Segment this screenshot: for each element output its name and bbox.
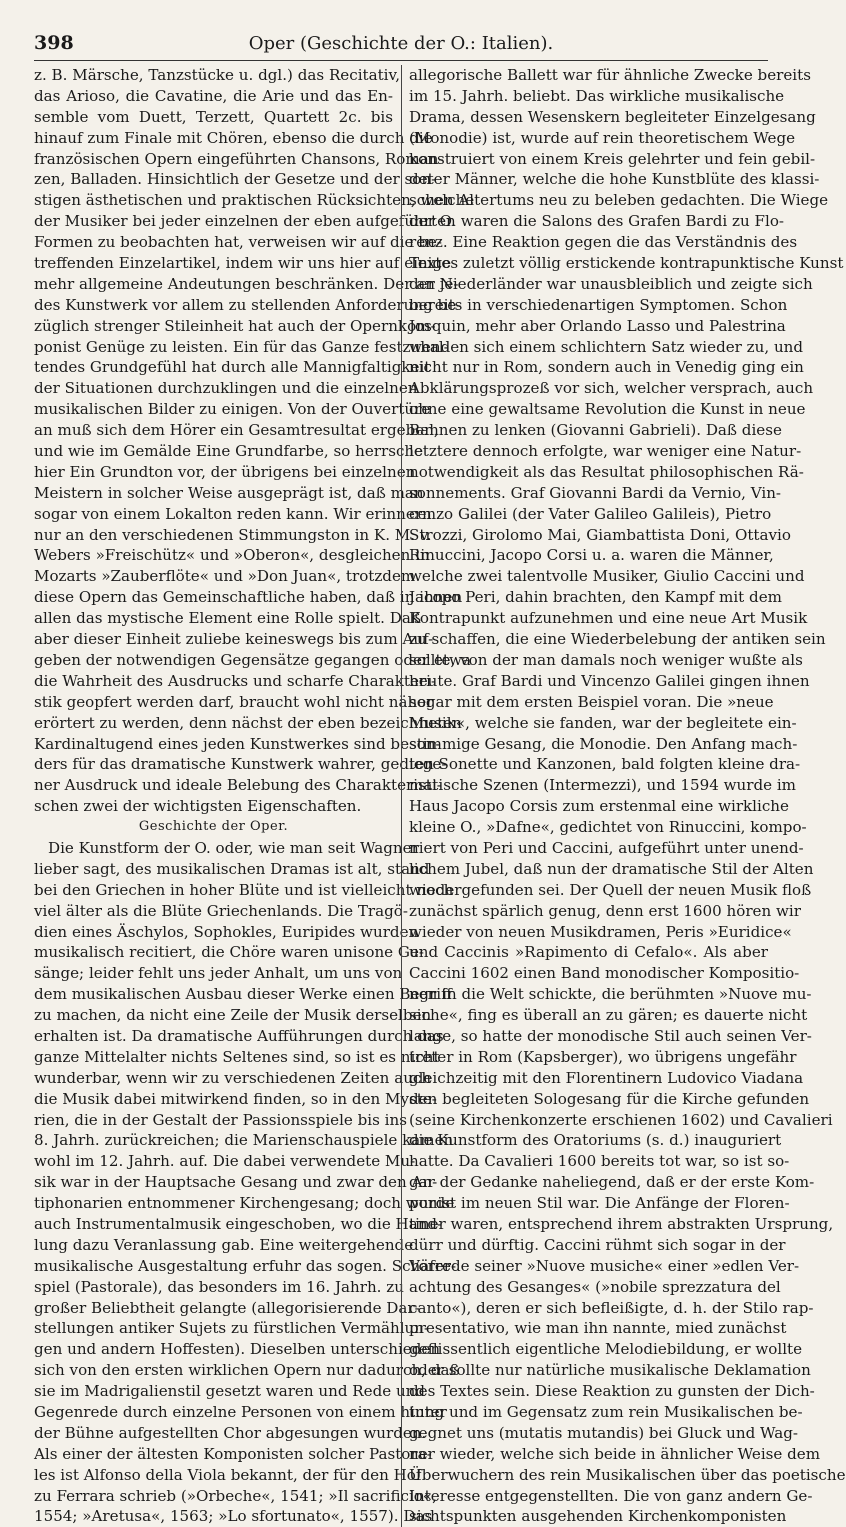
text-columns: [34, 65, 846, 1527]
text-line: sik war in der Hauptsache Gesang und zwar den An-: [34, 1173, 438, 1192]
text-line: Bahnen zu lenken (Giovanni Gabrieli). Daß diese: [409, 421, 782, 440]
text-line: Textes zuletzt völlig erstickende kontrapunktische Kunst: [409, 254, 844, 273]
text-line: (seine Kirchenkonzerte erschienen 1602) und Cavalieri: [409, 1110, 833, 1129]
text-line: treffenden Einzelartikel, indem wir uns hier auf einige: [34, 254, 452, 273]
text-line: Überwuchern des rein Musikalischen über das poetische: [409, 1465, 846, 1484]
page-header: [34, 30, 768, 61]
text-line: deter Männer, welche die hohe Kunstblüte des klassi-: [409, 170, 820, 189]
text-line: mehr allgemeine Andeutungen beschränken. Der an je-: [34, 274, 459, 293]
text-line: 8. Jahrh. zurückreichen; die Marienschauspiele kamen: [34, 1131, 454, 1150]
text-line: Musik«, welche sie fanden, war der begleitete ein-: [409, 713, 797, 732]
text-line: tiner waren, entsprechend ihrem abstrakten Ursprung,: [409, 1214, 834, 1233]
text-line: aber dieser Einheit zuliebe keineswegs bis zum Auf-: [34, 630, 434, 649]
text-line: wieder von neuen Musikdramen, Peris »Euridice«: [409, 922, 792, 941]
text-line: nicht nur in Rom, sondern auch in Venedig ging ein: [409, 358, 804, 377]
text-line: und wie im Gemälde Eine Grundfarbe, so herrsche: [34, 442, 424, 461]
text-line: stimmige Gesang, die Monodie. Den Anfang mach-: [409, 734, 798, 753]
text-line: 1554; »Aretusa«, 1563; »Lo sfortunato«, 1557). Das: [34, 1507, 433, 1526]
text-line: niert von Peri und Caccini, aufgeführt unter unend-: [409, 838, 804, 857]
text-line: presentativo, wie man ihn nannte, mied zunächst: [409, 1319, 787, 1338]
text-line: zu machen, da nicht eine Zeile der Musik derselben: [34, 1006, 432, 1025]
text-line: französischen Opern eingeführten Chansons, Roman-: [34, 149, 444, 168]
text-line: (Monodie) ist, wurde auf rein theoretischem Wege: [409, 128, 796, 147]
text-line: der Situationen durchzuklingen und die einzelnen: [34, 379, 418, 398]
text-line: erhalten ist. Da dramatische Aufführungen durch das: [34, 1026, 444, 1045]
text-line: sonnements. Graf Giovanni Bardi da Vernio, Vin-: [409, 483, 782, 502]
text-line: notwendigkeit als das Resultat philosophischen Rä-: [409, 462, 804, 481]
text-line: lichem Jubel, daß nun der dramatische Stil der Alten: [409, 859, 814, 878]
text-line: spiel (Pastorale), das besonders im 16. Jahrh. zu: [34, 1277, 404, 1296]
text-line: ponist Genüge zu leisten. Ein für das Ganze festzuhal-: [34, 337, 449, 356]
text-line: konstruiert von einem Kreis gelehrter und fein gebil-: [409, 149, 816, 168]
text-line: wiedergefunden sei. Der Quell der neuen Musik floß: [409, 880, 812, 899]
text-line: lung dazu Veranlassung gab. Eine weitergehende: [34, 1235, 414, 1254]
text-line: hier Ein Grundton vor, der übrigens bei einzelnen: [34, 462, 416, 481]
text-line: canto«), deren er sich befleißigte, d. h. der Stilo rap-: [409, 1298, 814, 1317]
text-line: sie im Madrigalienstil gesetzt waren und Rede und: [34, 1382, 426, 1401]
text-line: Mozarts »Zauberflöte« und »Don Juan«, trotzdem: [34, 567, 416, 586]
text-line: sogar von einem Lokalton reden kann. Wir erinnern: [34, 504, 432, 523]
text-line: Jacopo Peri, dahin brachten, den Kampf mit dem: [409, 588, 782, 607]
text-line: nur an den verschiedenen Stimmungston in K. M. v.: [34, 525, 432, 544]
text-line: des Textes sein. Diese Reaktion zu gunsten der Dich-: [409, 1382, 815, 1401]
text-line: ner Ausdruck und ideale Belebung des Charakteristi-: [34, 776, 442, 795]
text-line: treter in Rom (Kapsberger), wo übrigens ungefähr: [409, 1047, 797, 1066]
text-line: siche«, fing es überall an zu gären; es dauerte nicht: [409, 1006, 808, 1025]
text-line: Gegenrede durch einzelne Personen von einem hinter: [34, 1403, 447, 1421]
text-line: züglich strenger Stileinheit hat auch der Opernkom-: [34, 316, 436, 335]
text-line: allegorische Ballett war für ähnliche Zwecke bereits: [409, 66, 811, 84]
text-line: diese Opern das Gemeinschaftliche haben, daß in ihnen: [34, 588, 463, 607]
left-column: [34, 65, 475, 1527]
text-line: musikalischen Bilder zu einigen. Von der Ouvertüre: [34, 400, 431, 419]
text-line: der Musiker bei jeder einzelnen der eben aufgeführten: [34, 212, 456, 231]
text-line: ponist im neuen Stil war. Die Anfänge der Floren-: [409, 1194, 790, 1213]
text-line: sich von den ersten wirklichen Opern nur dadurch, daß: [34, 1361, 460, 1380]
text-line: Drama, dessen Wesenskern begleiteter Einzelgesang: [409, 107, 816, 126]
text-line: geflissentlich eigentliche Melodiebildung, er wollte: [409, 1340, 803, 1359]
text-line: gleichzeitig mit den Florentinern Ludovico Viadana: [409, 1068, 804, 1087]
text-line: ders für das dramatische Kunstwerk wahrer, gediege-: [34, 755, 447, 774]
text-line: schen Altertums neu zu beleben gedachten. Die Wiege: [409, 191, 829, 210]
text-line: Josquin, mehr aber Orlando Lasso und Palestrina: [409, 316, 786, 335]
text-line: stik geopfert werden darf, braucht wohl nicht näher: [34, 692, 434, 711]
text-line: rien, die in der Gestalt der Passionsspiele bis ins: [34, 1110, 407, 1129]
text-line: Vorrede seiner »Nuove musiche« einer »edlen Ver-: [409, 1256, 800, 1275]
text-line: wenden sich einem schlichtern Satz wieder zu, und: [409, 337, 804, 356]
text-line: der Niederländer war unausbleiblich und zeigte sich: [409, 274, 813, 293]
text-line: ten Sonette und Kanzonen, bald folgten kleine dra-: [409, 755, 801, 774]
text-line: der Bühne aufgestellten Chor abgesungen wurden.: [34, 1423, 427, 1442]
text-line: dien eines Äschylos, Sophokles, Euripides wurden: [34, 922, 419, 941]
text-line: Formen zu beobachten hat, verweisen wir auf die be-: [34, 233, 442, 252]
text-line: Kontrapunkt aufzunehmen und eine neue Art Musik: [409, 609, 808, 628]
text-line: sichtspunkten ausgehenden Kirchenkomponisten: [409, 1507, 787, 1526]
text-line: musikalisch recitiert, die Chöre waren unisone Ge-: [34, 943, 425, 962]
text-line: tiphonarien entnommener Kirchengesang; doch wurde: [34, 1194, 455, 1213]
text-line: Rinuccini, Jacopo Corsi u. a. waren die Männer,: [409, 546, 774, 565]
text-line: geben der notwendigen Gegensätze gegangen oder etwa: [34, 650, 471, 669]
text-line: Als einer der ältesten Komponisten solcher Pastora-: [34, 1444, 432, 1463]
text-line: Haus Jacopo Corsis zum erstenmal eine wirkliche: [409, 797, 789, 816]
text-line: sollte, von der man damals noch weniger wußte als: [409, 650, 803, 669]
text-line: dürr und dürftig. Caccini rühmt sich sogar in der: [409, 1235, 786, 1254]
text-line: erörtert zu werden, denn nächst der eben bezeichneten: [34, 713, 462, 732]
text-line: sogar mit dem ersten Beispiel voran. Die »neue: [409, 692, 774, 711]
text-line: cenzo Galilei (der Vater Galileo Galileis), Pietro: [409, 504, 772, 523]
text-line: bereits in verschiedenartigen Symptomen. Schon: [409, 295, 788, 314]
text-line: die Musik dabei mitwirkend finden, so in den Myste-: [34, 1089, 437, 1108]
text-line: lieber sagt, des musikalischen Dramas ist alt, stand: [34, 859, 430, 878]
text-line: gen und andern Hoffesten). Dieselben unterschieden: [34, 1340, 441, 1359]
text-line: zen, Balladen. Hinsichtlich der Gesetze und der son-: [34, 170, 437, 189]
text-line: musikalische Ausgestaltung erfuhr das sogen. Schäfer-: [34, 1256, 457, 1275]
text-line: Interesse entgegenstellten. Die von ganz andern Ge-: [409, 1486, 813, 1505]
text-line: der O. waren die Salons des Grafen Bardi zu Flo-: [409, 212, 785, 231]
text-line: Kardinaltugend eines jeden Kunstwerkes sind beson-: [34, 734, 441, 753]
text-line: ganze Mittelalter nichts Seltenes sind, so ist es nicht: [34, 1047, 440, 1066]
text-line: bei den Griechen in hoher Blüte und ist vielleicht noch: [34, 880, 454, 899]
text-line: Abklärungsprozeß vor sich, welcher versprach, auch: [409, 379, 814, 398]
section-heading: Geschichte der Oper.: [138, 819, 289, 835]
text-line: im 15. Jahrh. beliebt. Das wirkliche musikalische: [409, 86, 785, 105]
text-line: ohne eine gewaltsame Revolution die Kunst in neue: [409, 400, 806, 419]
text-line: den begleiteten Sologesang für die Kirche gefunden: [409, 1089, 810, 1108]
text-line: stigen ästhetischen und praktischen Rücksichten, welche: [34, 191, 475, 210]
text-line: wohl im 12. Jahrh. auf. Die dabei verwendete Mu-: [34, 1152, 416, 1171]
running-title: Oper (Geschichte der O.: Italien).: [248, 33, 554, 54]
text-line: gar der Gedanke naheliegend, daß er der erste Kom-: [409, 1173, 815, 1192]
text-line: semble vom Duett, Terzett, Quartett 2c. bis: [34, 107, 393, 126]
text-line: Meistern in solcher Weise ausgeprägt ist, daß man: [34, 483, 424, 502]
text-line: ner wieder, welche sich beide in ähnlicher Weise dem: [409, 1444, 821, 1463]
right-column: [409, 65, 846, 1527]
text-line: Caccini 1602 einen Band monodischer Kompositio-: [409, 964, 800, 983]
text-line: sänge; leider fehlt uns jeder Anhalt, um uns von: [34, 964, 403, 983]
text-line: stellungen antiker Sujets zu fürstlichen Vermählun-: [34, 1319, 430, 1338]
text-line: gegnet uns (mutatis mutandis) bei Gluck und Wag-: [409, 1423, 799, 1442]
page-number: 398: [34, 32, 74, 54]
text-line: des Kunstwerk vor allem zu stellenden Anforderung be-: [34, 295, 462, 314]
text-line: letztere dennoch erfolgte, war weniger eine Natur-: [409, 442, 802, 461]
text-line: wunderbar, wenn wir zu verschiedenen Zeiten auch: [34, 1068, 432, 1087]
text-line: achtung des Gesanges« (»nobile sprezzatura del: [409, 1277, 781, 1296]
text-line: Webers »Freischütz« und »Oberon«, desgleichen in: [34, 546, 430, 565]
text-line: hinauf zum Finale mit Chören, ebenso die durch die: [34, 128, 433, 147]
text-line: welche zwei talentvolle Musiker, Giulio Caccini und: [409, 567, 805, 586]
text-line: renz. Eine Reaktion gegen die das Verständnis des: [409, 233, 798, 252]
text-line: nen in die Welt schickte, die berühmten »Nuove mu-: [409, 985, 812, 1004]
text-line: an muß sich dem Hörer ein Gesamtresultat ergeben,: [34, 421, 439, 440]
text-line: schen zwei der wichtigsten Eigenschaften.: [34, 797, 362, 816]
text-line: les ist Alfonso della Viola bekannt, der für den Hof: [34, 1465, 422, 1484]
text-line: kleine O., »Dafne«, gedichtet von Rinuccini, kompo-: [409, 818, 807, 837]
text-line: Die Kunstform der O. oder, wie man seit Wagner: [48, 838, 419, 857]
text-line: dem musikalischen Ausbau dieser Werke einen Begriff: [34, 985, 452, 1004]
text-line: allen das mystische Element eine Rolle spielt. Daß: [34, 609, 421, 628]
text-line: großer Beliebtheit gelangte (allegorisierende Dar-: [34, 1298, 420, 1317]
text-line: z. B. Märsche, Tanzstücke u. dgl.) das Recitativ,: [34, 66, 401, 84]
text-line: zunächst spärlich genug, denn erst 1600 hören wir: [409, 901, 801, 920]
text-line: hatte. Da Cavalieri 1600 bereits tot war, so ist so-: [409, 1152, 790, 1171]
text-line: zu Ferrara schrieb (»Orbeche«, 1541; »Il sacrificio«,: [34, 1486, 437, 1505]
text-line: die Kunstform des Oratoriums (s. d.) inauguriert: [409, 1131, 782, 1150]
text-line: viel älter als die Blüte Griechenlands. Die Tragö-: [34, 901, 408, 920]
text-line: auch Instrumentalmusik eingeschoben, wo die Hand-: [34, 1214, 443, 1233]
text-line: Strozzi, Girolomo Mai, Giambattista Doni, Ottavio: [409, 525, 791, 544]
text-line: tendes Grundgefühl hat durch alle Mannigfaltigkeit: [34, 358, 431, 377]
text-line: matische Szenen (Intermezzi), und 1594 wurde im: [409, 776, 796, 795]
text-line: heute. Graf Bardi und Vincenzo Galilei gingen ihnen: [409, 671, 810, 690]
text-line: die Wahrheit des Ausdrucks und scharfe Charakteri-: [34, 671, 437, 690]
text-line: lange, so hatte der monodische Stil auch seinen Ver-: [409, 1026, 812, 1045]
text-line: zu schaffen, die eine Wiederbelebung der antiken sein: [409, 630, 826, 649]
text-line: oder sollte nur natürliche musikalische Deklamation: [409, 1361, 811, 1380]
text-line: und Caccinis »Rapimento di Cefalo«. Als aber: [409, 943, 768, 962]
text-line: das Arioso, die Cavatine, die Arie und das En-: [34, 86, 393, 105]
text-line: tung und im Gegensatz zum rein Musikalischen be-: [409, 1403, 803, 1421]
